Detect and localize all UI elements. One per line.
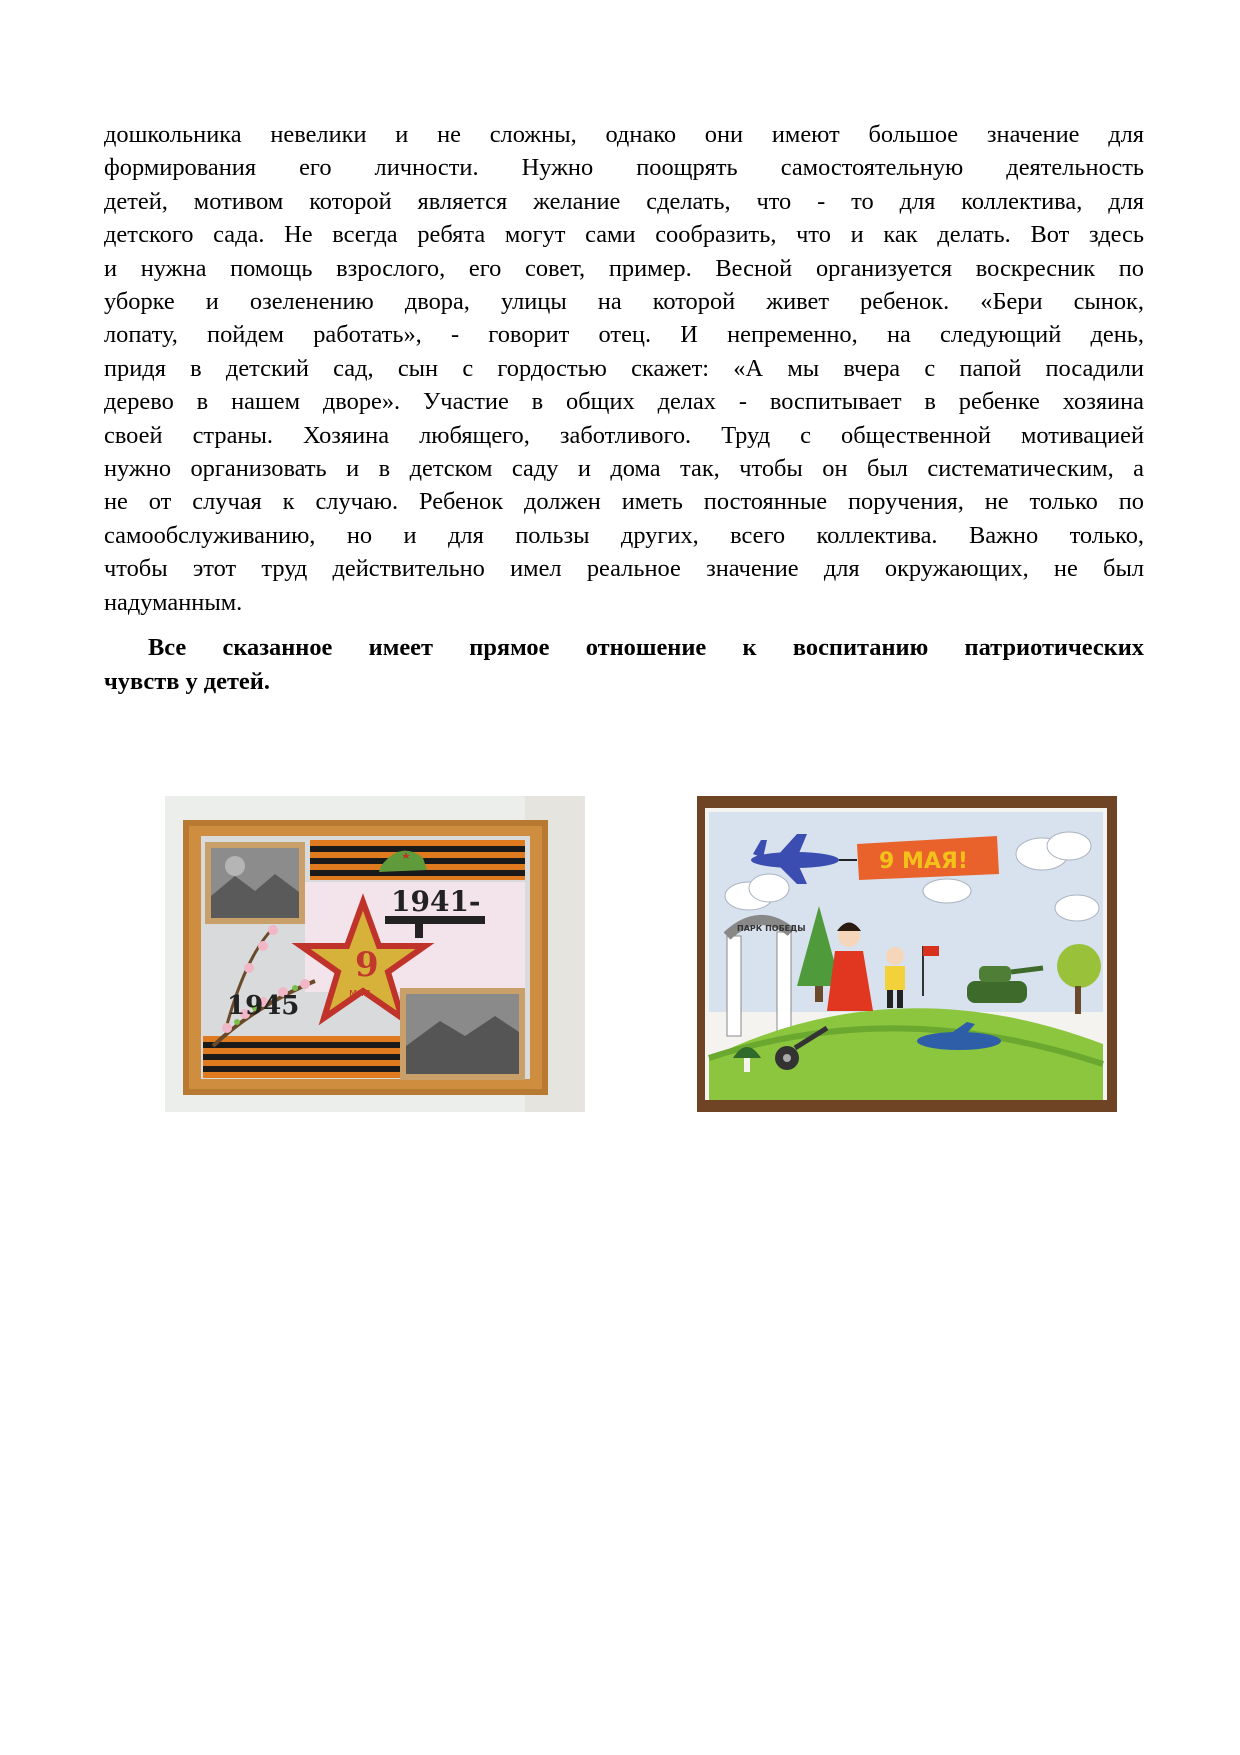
body-line: дерево в нашем дворе». Участие в общих делах - воспитывает в ребенке хозяина: [104, 388, 1144, 416]
body-line: детского сада. Не всегда ребята могут сами сообразить, что и как делать. Вот здесь: [104, 221, 1144, 249]
body-line: детей, мотивом которой является желание сделать, что - то для коллектива, для: [104, 187, 1144, 215]
body-line: формирования его личности. Нужно поощрять самостоятельную деятельность: [104, 154, 1144, 182]
year-start-text: 1941-: [391, 885, 481, 918]
star-month-text: мая: [349, 986, 371, 999]
child-drawing-photo: [697, 796, 1117, 1112]
body-line: не от случая к случаю. Ребенок должен иметь постоянные поручения, не только по: [104, 488, 1144, 516]
body-line: самообслуживанию, но и для пользы других, всего коллектива. Важно только,: [104, 521, 1144, 549]
body-line: уборке и озеленению двора, улицы на которой живет ребенок. «Бери сынок,: [104, 288, 1144, 316]
body-line: надуманным.: [104, 588, 243, 616]
body-line: придя в детский сад, сын с гордостью скажет: «А мы вчера с папой посадили: [104, 354, 1144, 382]
bold-line: Все сказанное имеет прямое отношение к воспитанию патриотических: [148, 634, 1144, 662]
bold-paragraph: [104, 631, 1144, 698]
banner-text: 9 МАЯ!: [879, 849, 968, 874]
framed-collage-photo: [165, 796, 585, 1112]
body-line: нужно организовать и в детском саду и дома так, чтобы он был систематическим, а: [104, 455, 1144, 483]
body-line: дошкольника невелики и не сложны, однако они имеют большое значение для: [104, 121, 1144, 148]
body-line: чтобы этот труд действительно имел реальное значение для окружающих, не был: [104, 555, 1144, 583]
year-end-text: 1945: [227, 991, 300, 1021]
body-line: своей страны. Хозяина любящего, заботливого. Труд с общественной мотивацией: [104, 421, 1144, 449]
body-line: и нужна помощь взрослого, его совет, пример. Весной организуется воскресник по: [104, 254, 1144, 282]
body-line: лопату, пойдем работать», - говорит отец. И непременно, на следующий день,: [104, 321, 1144, 349]
bold-line: чувств у детей.: [104, 667, 270, 695]
star-day-text: 9: [355, 945, 379, 985]
body-paragraph: [104, 118, 1144, 619]
park-sign-text: ПАРК ПОБЕДЫ: [737, 924, 806, 933]
text-block: [104, 118, 1144, 698]
